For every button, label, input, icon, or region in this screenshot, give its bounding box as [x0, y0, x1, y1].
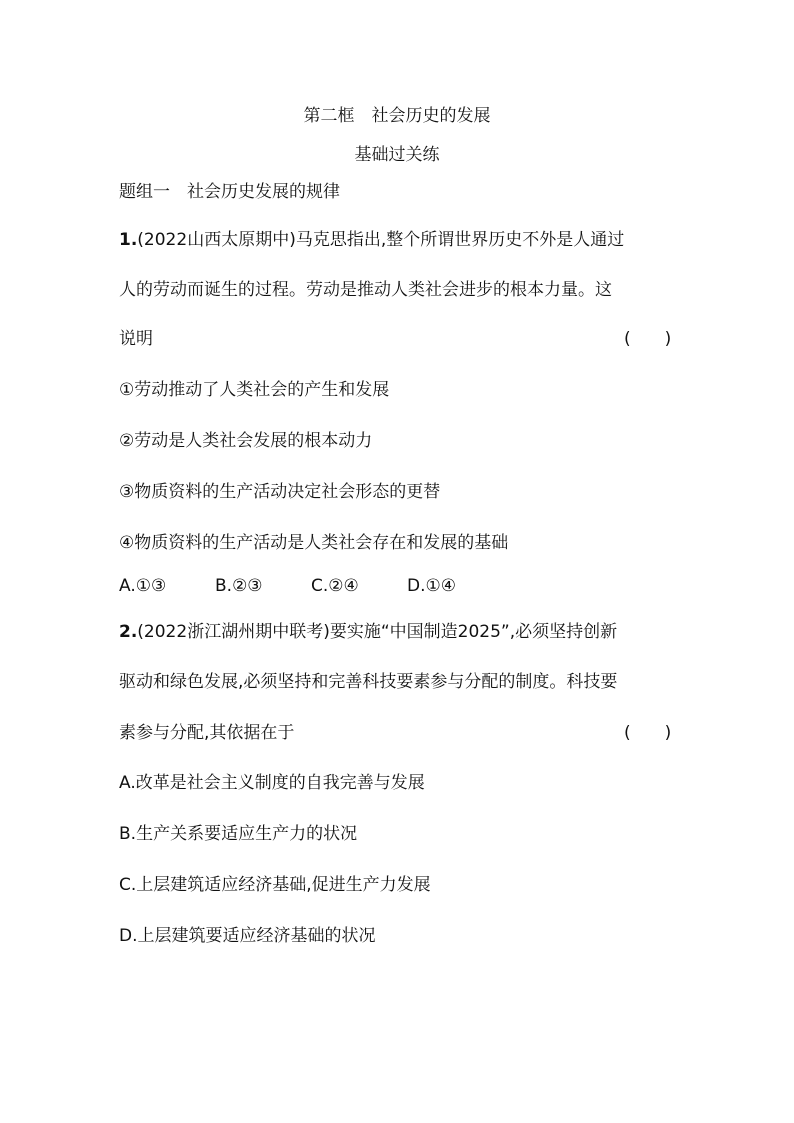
- question-2-line-2: 驱动和绿色发展,必须坚持和完善科技要素参与分配的制度。科技要: [119, 672, 618, 692]
- question-2-number: 2.: [119, 622, 138, 642]
- question-1-answer-bracket: ( ): [624, 329, 672, 349]
- question-2-answer-bracket: ( ): [624, 723, 672, 743]
- question-1-statement-3: ③物质资料的生产活动决定社会形态的更替: [119, 482, 441, 502]
- question-2-text-1: (2022浙江湖州期中联考)要实施“中国制造2025”,必须坚持创新: [137, 622, 618, 642]
- question-1-option-c: C.②④: [311, 576, 359, 596]
- question-1-line-3: 说明: [119, 329, 153, 349]
- question-1-line-2: 人的劳动而诞生的过程。劳动是推动人类社会进步的根本力量。这: [119, 280, 612, 300]
- question-2-option-b: B.生产关系要适应生产力的状况: [119, 824, 358, 844]
- question-1-options: [119, 574, 679, 598]
- question-1-number: 1.: [119, 230, 138, 250]
- question-1-statement-1: ①劳动推动了人类社会的产生和发展: [119, 380, 390, 400]
- question-2-option-a: A.改革是社会主义制度的自我完善与发展: [119, 773, 425, 793]
- question-2-option-d: D.上层建筑要适应经济基础的状况: [119, 926, 376, 946]
- section-subtitle: 基础过关练: [354, 145, 440, 165]
- question-2-line-1: [119, 620, 679, 644]
- section-title: 第二框 社会历史的发展: [303, 106, 491, 126]
- question-group-heading: 题组一 社会历史发展的规律: [119, 182, 340, 202]
- question-2-line-3: 素参与分配,其依据在于: [119, 723, 295, 743]
- question-1-statement-4: ④物质资料的生产活动是人类社会存在和发展的基础: [119, 533, 509, 553]
- question-1-line-1: [119, 228, 679, 252]
- question-1-option-b: B.②③: [215, 576, 263, 596]
- question-1-text-1: (2022山西太原期中)马克思指出,整个所谓世界历史不外是人通过: [137, 230, 625, 250]
- question-1-option-a: A.①③: [119, 576, 167, 596]
- question-1-statement-2: ②劳动是人类社会发展的根本动力: [119, 431, 373, 451]
- question-2-option-c: C.上层建筑适应经济基础,促进生产力发展: [119, 875, 431, 895]
- question-1-option-d: D.①④: [407, 576, 456, 596]
